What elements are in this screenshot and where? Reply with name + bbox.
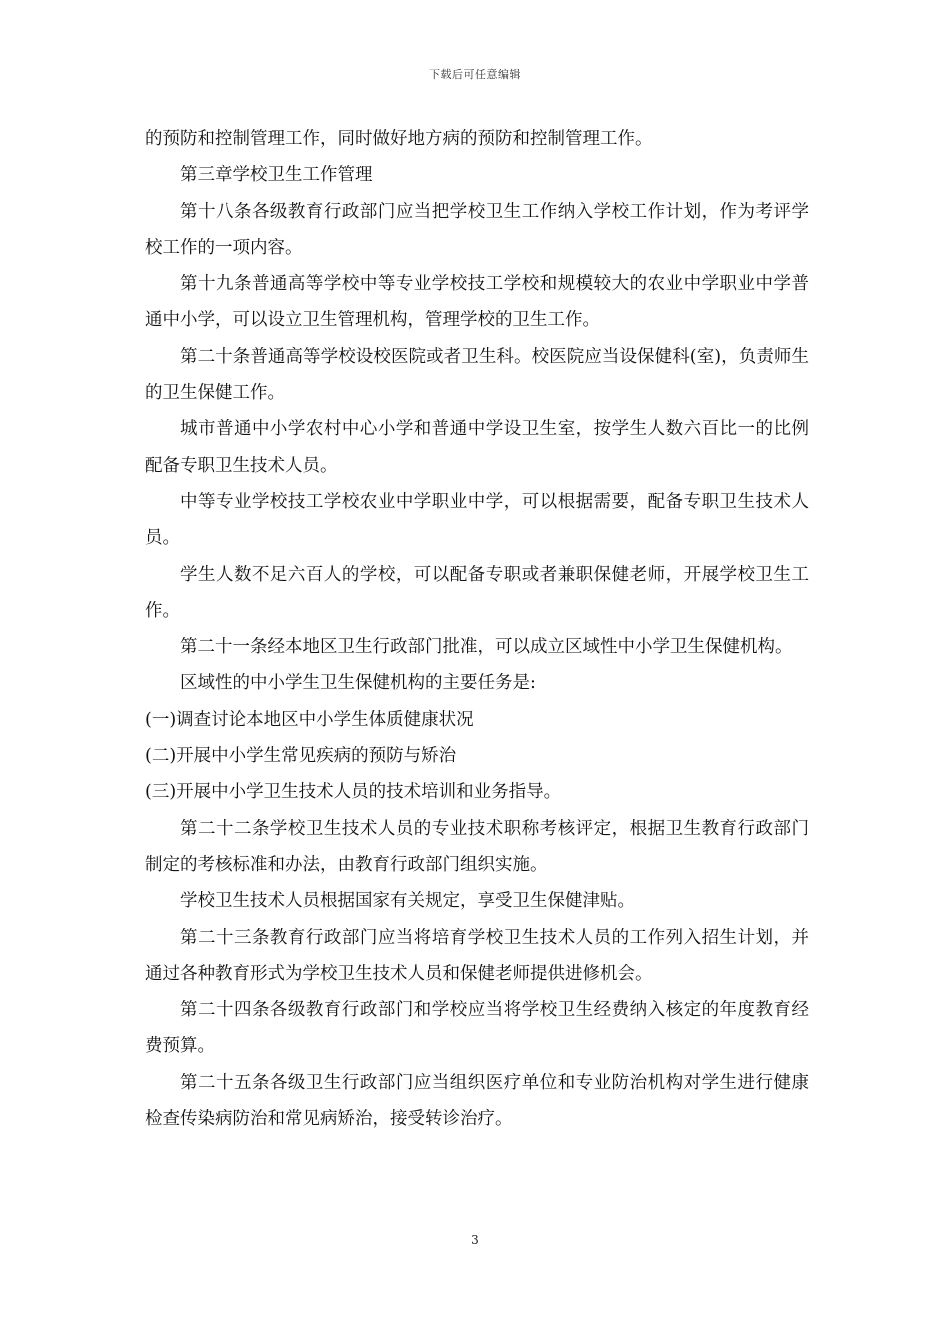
article-20-clause-small: 学生人数不足六百人的学校，可以配备专职或者兼职保健老师，开展学校卫生工作。 (145, 564, 809, 621)
task-item-1: (一)调查讨论本地区中小学生体质健康状况 (145, 709, 474, 730)
article-25: 第二十五条各级卫生行政部门应当组织医疗单位和专业防治机构对学生进行健康检查传染病防治和常见病矫治，接受转诊治疗。 (145, 1072, 809, 1130)
article-18: 第十八条各级教育行政部门应当把学校卫生工作纳入学校工作计划，作为考评学校工作的一项内容。 (145, 201, 809, 258)
task-item-3: (三)开展中小学卫生技术人员的技术培训和业务指导。 (145, 782, 562, 803)
page-number: 3 (471, 1233, 479, 1247)
article-19: 第十九条普通高等学校中等专业学校技工学校和规模较大的农业中学职业中学普通中小学，可以设立卫生管理机构，管理学校的卫生工作。 (145, 274, 809, 331)
task-item-2: (二)开展中小学生常见疾病的预防与矫治 (145, 746, 457, 767)
article-20-clause-urban: 城市普通中小学农村中心小学和普通中学设卫生室，按学生人数六百比一的比例配备专职卫生技术人员。 (145, 419, 809, 476)
article-20: 第二十条普通高等学校设校医院或者卫生科。校医院应当设保健科(室)，负责师生的卫生保健工作。 (145, 346, 809, 404)
article-22: 第二十二条学校卫生技术人员的专业技术职称考核评定，根据卫生教育行政部门制定的考核标准和办法，由教育行政部门组织实施。 (145, 818, 809, 875)
chapter-heading: 第三章学校卫生工作管理 (180, 165, 373, 186)
article-21-tasks-intro: 区域性的中小学生卫生保健机构的主要任务是: (180, 673, 536, 694)
article-22-allowance: 学校卫生技术人员根据国家有关规定，享受卫生保健津贴。 (180, 891, 635, 912)
article-21: 第二十一条经本地区卫生行政部门批准，可以成立区域性中小学卫生保健机构。 (180, 637, 793, 658)
document-body (145, 121, 809, 1137)
page-header: 下载后可任意编辑 (429, 68, 521, 81)
article-20-clause-secondary: 中等专业学校技工学校农业中学职业中学，可以根据需要，配备专职卫生技术人员。 (145, 491, 809, 549)
paragraph-continuation: 的预防和控制管理工作，同时做好地方病的预防和控制管理工作。 (145, 129, 653, 149)
article-24: 第二十四条各级教育行政部门和学校应当将学校卫生经费纳入核定的年度教育经费预算。 (145, 1000, 809, 1057)
article-23: 第二十三条教育行政部门应当将培育学校卫生技术人员的工作列入招生计划，并通过各种教育形式为学校卫生技术人员和保健老师提供进修机会。 (145, 927, 809, 984)
